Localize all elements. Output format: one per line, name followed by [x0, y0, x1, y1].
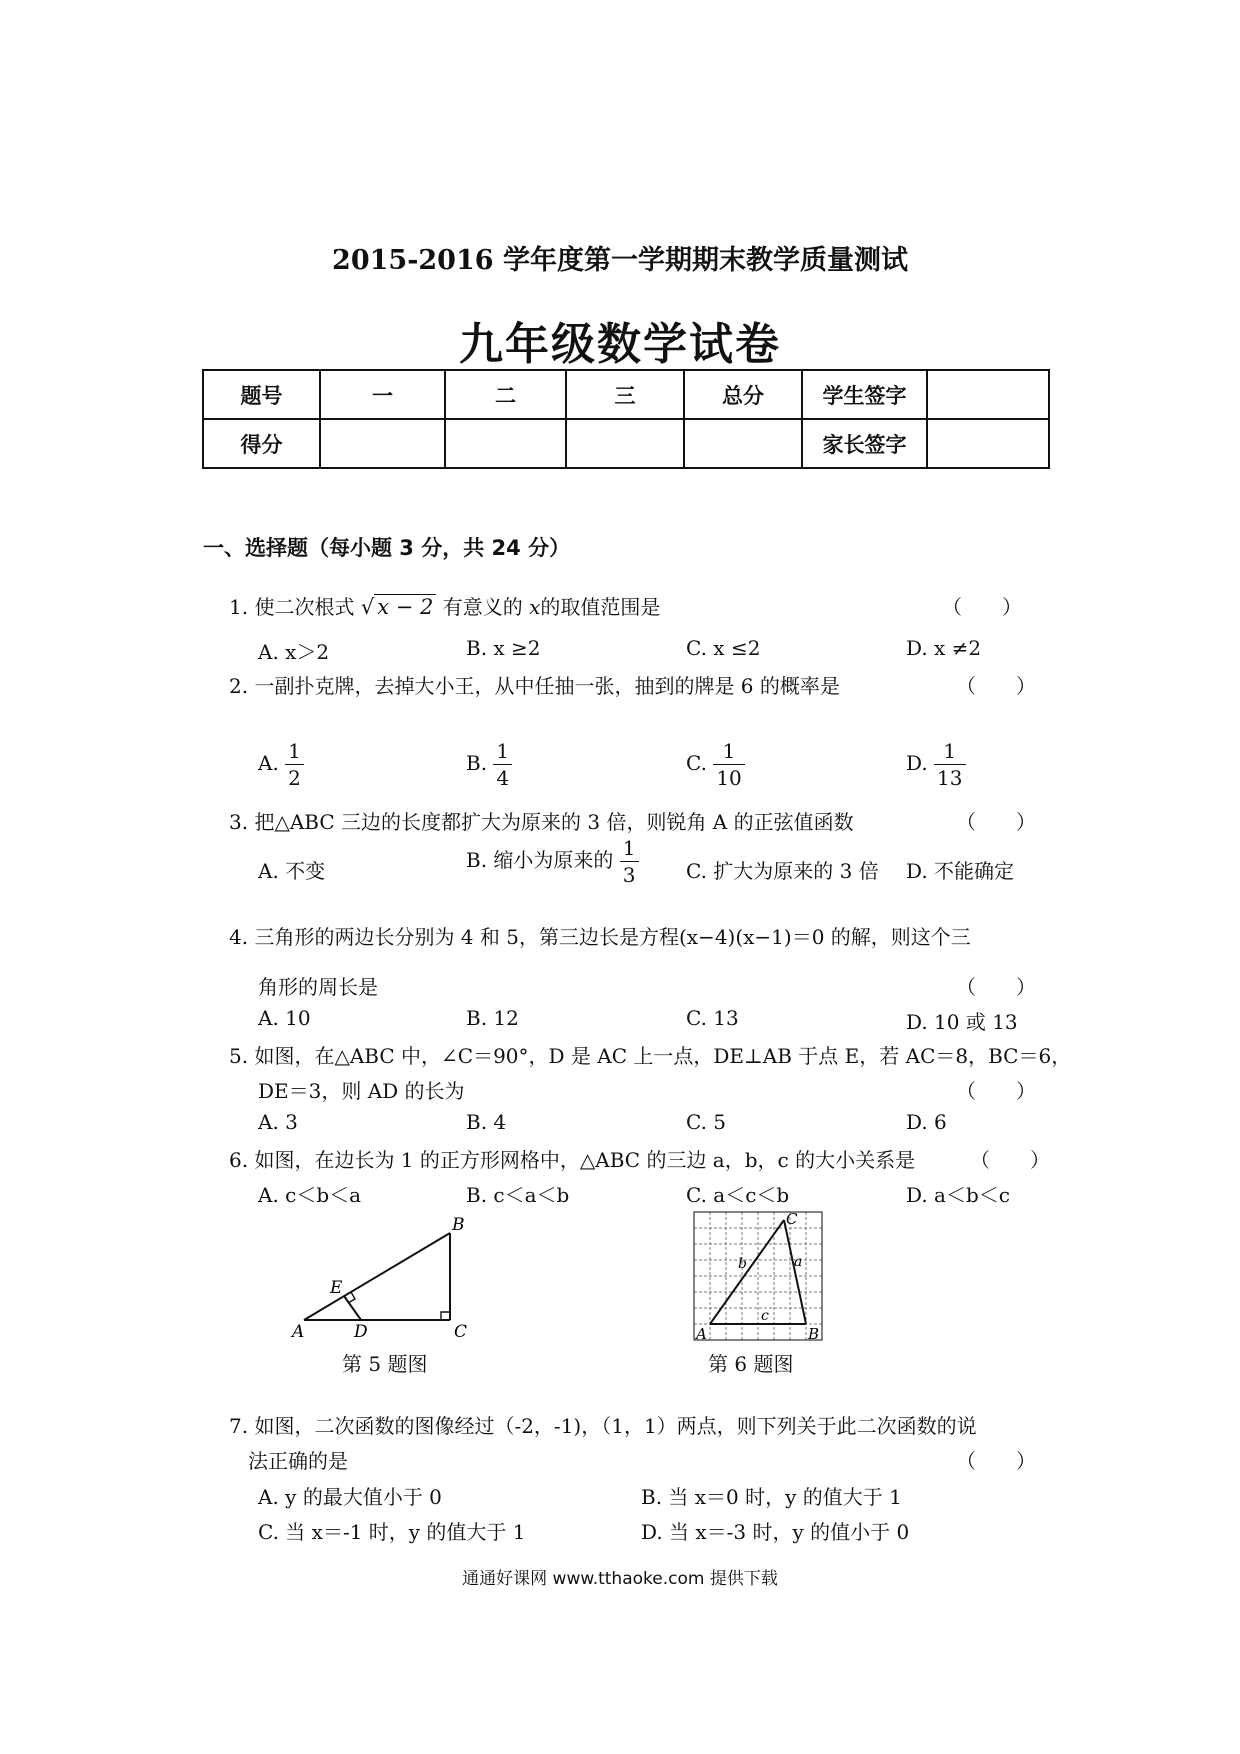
- answer-blank[interactable]: （ ）: [956, 1449, 1036, 1473]
- option-d[interactable]: D. x ≠2: [906, 636, 982, 660]
- question-text: 有意义的: [442, 595, 523, 619]
- denominator: 3: [622, 863, 636, 887]
- question-text: 把△ABC 三边的长度都扩大为原来的 3 倍，则锐角 A 的正弦值函数: [254, 810, 854, 834]
- question-number: 6.: [229, 1148, 249, 1172]
- option-b[interactable]: B. 4: [466, 1110, 507, 1134]
- option-d[interactable]: [906, 741, 966, 788]
- vertex-label-b: B: [808, 1325, 820, 1343]
- figure-6-grid-diagram: [688, 1206, 828, 1346]
- option-d[interactable]: D. 10 或 13: [906, 1010, 1018, 1034]
- question-number: 1.: [229, 595, 249, 619]
- score-table-score-row: [203, 419, 1049, 468]
- option-b[interactable]: B. 当 x＝0 时，y 的值大于 1: [641, 1485, 902, 1509]
- table-cell: 一: [320, 370, 445, 419]
- option-a[interactable]: A. x＞2: [258, 640, 330, 664]
- question-7: [229, 1410, 977, 1439]
- denominator: 13: [937, 766, 963, 790]
- option-b[interactable]: [466, 741, 512, 788]
- table-cell: 学生签字: [802, 370, 927, 419]
- student-signature-field[interactable]: [927, 370, 1049, 419]
- question-text: 三角形的两边长分别为 4 和 5，第三边长是方程(x−4)(x−1)＝0 的解，则这个三: [254, 925, 971, 949]
- option-label: D.: [906, 751, 928, 775]
- question-4-line2: 角形的周长是: [258, 975, 378, 999]
- question-2: [229, 670, 840, 699]
- side-label-b: b: [738, 1256, 747, 1272]
- question-text: 如图，在边长为 1 的正方形网格中，△ABC 的三边 a，b，c 的大小关系是: [254, 1148, 916, 1172]
- score-field[interactable]: [320, 419, 445, 468]
- question-3: [229, 806, 854, 835]
- option-c[interactable]: C. x ≤2: [686, 636, 761, 660]
- vertex-label-e: E: [330, 1278, 343, 1298]
- option-b[interactable]: [466, 838, 639, 885]
- table-cell: 得分: [203, 419, 320, 468]
- option-d[interactable]: D. 不能确定: [906, 859, 1015, 883]
- exam-title: 2015-2016 学年度第一学期期末教学质量测试: [332, 245, 908, 276]
- option-a[interactable]: A. 不变: [258, 859, 326, 883]
- fraction: [934, 741, 965, 788]
- vertex-label-a: A: [292, 1322, 305, 1340]
- option-text: B. 缩小为原来的: [466, 848, 614, 872]
- option-c[interactable]: C. 5: [686, 1110, 727, 1134]
- score-table-header-row: [203, 370, 1049, 419]
- option-d[interactable]: D. a＜b＜c: [906, 1183, 1010, 1207]
- question-7-line2: 法正确的是: [248, 1449, 348, 1473]
- segment-de: [344, 1296, 361, 1320]
- variable: x: [529, 595, 541, 619]
- table-cell: 题号: [203, 370, 320, 419]
- option-b[interactable]: B. c＜a＜b: [466, 1183, 570, 1207]
- option-label: C.: [686, 751, 707, 775]
- table-cell: 二: [445, 370, 566, 419]
- score-field[interactable]: [566, 419, 684, 468]
- option-c[interactable]: [686, 741, 745, 788]
- vertex-label-c: C: [786, 1210, 798, 1228]
- option-d[interactable]: D. 当 x＝-3 时，y 的值小于 0: [641, 1520, 910, 1544]
- question-number: 4.: [229, 925, 249, 949]
- denominator: 4: [496, 766, 510, 790]
- fraction: [713, 741, 744, 788]
- question-text: 使二次根式: [254, 595, 355, 619]
- exam-subtitle: 九年级数学试卷: [459, 319, 781, 370]
- question-1: [229, 591, 660, 620]
- option-c[interactable]: C. 扩大为原来的 3 倍: [686, 859, 879, 883]
- section-heading: 一、选择题（每小题 3 分，共 24 分）: [203, 536, 571, 560]
- option-label: B.: [466, 751, 488, 775]
- numerator: 1: [285, 741, 304, 765]
- side-label-c: c: [761, 1308, 769, 1324]
- option-a[interactable]: A. 3: [258, 1110, 298, 1134]
- parent-signature-field[interactable]: [927, 419, 1049, 468]
- option-b[interactable]: B. 12: [466, 1006, 519, 1030]
- side-label-a: a: [794, 1254, 803, 1270]
- question-text: 的取值范围是: [540, 595, 661, 619]
- answer-blank[interactable]: （ ）: [956, 975, 1036, 999]
- option-d[interactable]: D. 6: [906, 1110, 947, 1134]
- numerator: 1: [934, 741, 965, 765]
- question-text: 如图，二次函数的图像经过（-2，-1)，（1，1）两点，则下列关于此二次函数的说: [254, 1414, 977, 1438]
- question-text: 如图，在△ABC 中，∠C＝90°，D 是 AC 上一点，DE⊥AB 于点 E，若 AC＝8，BC＝6，: [254, 1044, 1072, 1068]
- question-text: 一副扑克牌，去掉大小王，从中任抽一张，抽到的牌是 6 的概率是: [254, 674, 840, 698]
- answer-blank[interactable]: （ ）: [956, 674, 1036, 698]
- denominator: 2: [288, 766, 301, 790]
- option-c[interactable]: C. a＜c＜b: [686, 1183, 790, 1207]
- question-number: 3.: [229, 810, 249, 834]
- side-ab: [304, 1233, 450, 1320]
- vertex-label-b: B: [452, 1215, 465, 1235]
- table-cell: 家长签字: [802, 419, 927, 468]
- option-b[interactable]: B. x ≥2: [466, 636, 541, 660]
- score-table: [202, 369, 1050, 469]
- fraction: [493, 741, 512, 788]
- table-cell: 总分: [684, 370, 802, 419]
- sqrt-expression: √ x − 2: [361, 595, 437, 619]
- fraction: [285, 741, 304, 788]
- option-a[interactable]: A. c＜b＜a: [258, 1183, 362, 1207]
- answer-blank[interactable]: （ ）: [956, 810, 1036, 834]
- question-5-line2: DE＝3，则 AD 的长为: [258, 1079, 465, 1103]
- table-cell: 三: [566, 370, 684, 419]
- question-4: [229, 921, 971, 950]
- option-a[interactable]: A. y 的最大值小于 0: [258, 1485, 442, 1509]
- numerator: 1: [493, 741, 512, 765]
- right-angle-mark-c: [441, 1312, 450, 1320]
- numerator: 1: [620, 838, 639, 862]
- question-6: [229, 1144, 915, 1173]
- question-number: 7.: [229, 1414, 249, 1438]
- figure-5-caption: 第 5 题图: [342, 1352, 428, 1376]
- total-score-field[interactable]: [684, 419, 802, 468]
- fraction: [620, 838, 639, 885]
- vertex-label-a: A: [696, 1325, 707, 1343]
- radicand: x − 2: [374, 594, 436, 619]
- question-number: 2.: [229, 674, 249, 698]
- numerator: 1: [713, 741, 744, 765]
- answer-blank[interactable]: （ ）: [942, 595, 1022, 619]
- figure-6-caption: 第 6 题图: [708, 1352, 794, 1376]
- page-footer: 通通好课网 www.tthaoke.com 提供下载: [462, 1569, 778, 1589]
- question-5: [229, 1040, 1071, 1069]
- figure-5-diagram: [290, 1210, 480, 1340]
- option-a[interactable]: A. 10: [258, 1006, 311, 1030]
- vertex-label-c: C: [454, 1322, 468, 1340]
- vertex-label-d: D: [354, 1322, 368, 1340]
- option-c[interactable]: C. 当 x＝-1 时，y 的值大于 1: [258, 1520, 526, 1544]
- option-c[interactable]: C. 13: [686, 1006, 739, 1030]
- option-a[interactable]: [258, 741, 304, 788]
- score-field[interactable]: [445, 419, 566, 468]
- answer-blank[interactable]: （ ）: [956, 1079, 1036, 1103]
- option-label: A.: [258, 751, 279, 775]
- denominator: 10: [716, 766, 742, 790]
- question-number: 5.: [229, 1044, 249, 1068]
- answer-blank[interactable]: （ ）: [970, 1148, 1050, 1172]
